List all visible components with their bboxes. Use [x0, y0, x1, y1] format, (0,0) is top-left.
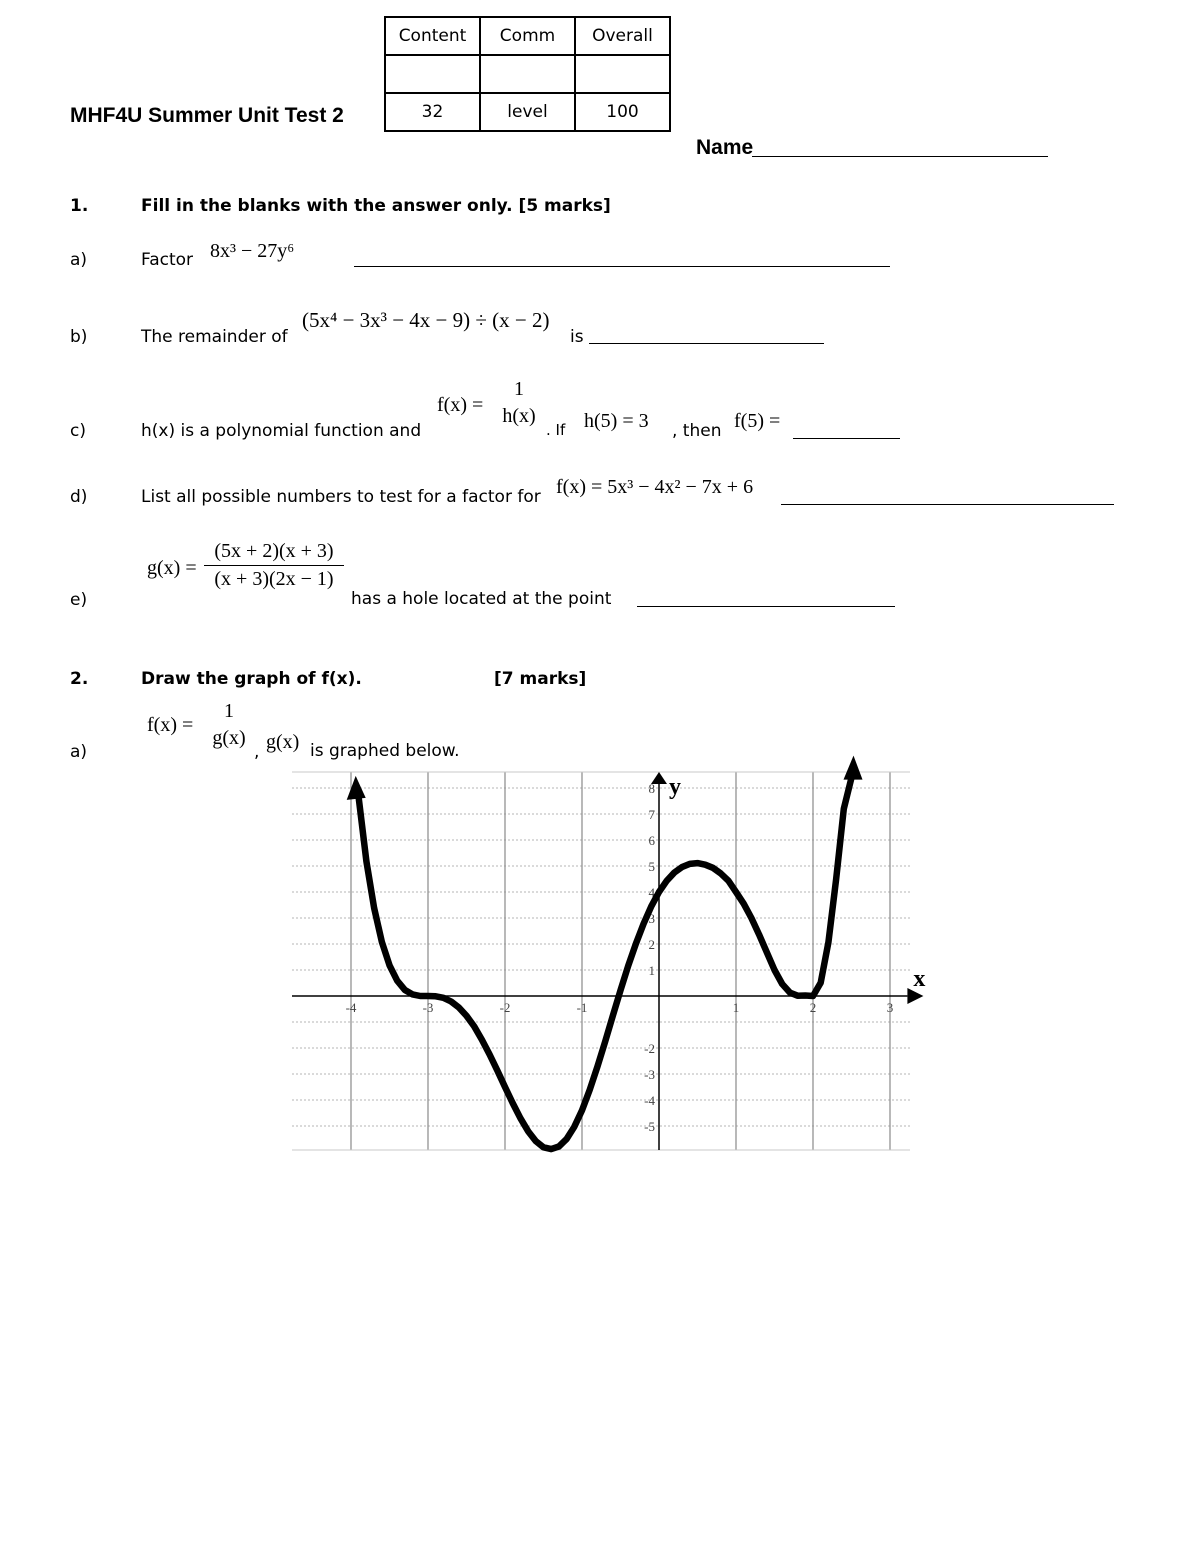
q1b-expression: (5x⁴ − 3x³ − 4x − 9) ÷ (x − 2): [302, 308, 550, 332]
q2-marks: [7 marks]: [494, 669, 587, 689]
q1e-fraction-denominator: (x + 3)(2x − 1): [214, 568, 334, 590]
marks-blank-content[interactable]: [385, 55, 480, 93]
q1e-g-lhs: g(x) =: [147, 557, 197, 579]
curve-right-arrow: [844, 756, 863, 780]
y-tick-label: 5: [648, 859, 655, 874]
q2a-separator: ,: [254, 742, 260, 762]
y-tick-label: -3: [644, 1067, 655, 1082]
y-tick-label: 2: [648, 937, 655, 952]
y-tick-label: 7: [648, 807, 655, 822]
marks-table: [384, 16, 671, 132]
marks-header-content: Content: [385, 17, 480, 55]
q1e-label: e): [70, 590, 88, 610]
q1d-expression: f(x) = 5x³ − 4x² − 7x + 6: [556, 476, 754, 498]
y-tick-label: 4: [648, 885, 655, 900]
q1c-fraction-numerator: 1: [514, 378, 524, 400]
q2a-f-lhs: f(x) =: [147, 714, 194, 736]
x-axis-label: x: [913, 966, 926, 992]
y-tick-label: -2: [644, 1041, 655, 1056]
q2a-text: is graphed below.: [310, 741, 460, 761]
marks-value-overall: 100: [575, 93, 670, 131]
x-tick-label: -3: [422, 1000, 434, 1015]
q1c-label: c): [70, 421, 86, 441]
q1c-then: , then: [672, 421, 722, 441]
y-tick-label: 6: [648, 833, 655, 848]
y-tick-label: -5: [644, 1119, 655, 1134]
polynomial-graph: [280, 768, 926, 1158]
q1d-label: d): [70, 487, 88, 507]
marks-header-overall: Overall: [575, 17, 670, 55]
marks-blank-comm[interactable]: [480, 55, 575, 93]
q1d-answer-blank[interactable]: [781, 504, 1114, 505]
q2a-fraction-denominator: g(x): [212, 727, 246, 749]
q1a-answer-blank[interactable]: [354, 266, 890, 267]
x-tick-label: -4: [345, 1000, 357, 1015]
q1b-answer-blank[interactable]: [589, 343, 824, 344]
q1b-text: The remainder of: [141, 327, 288, 347]
x-tick-label: -2: [499, 1000, 511, 1015]
q1c-fraction-denominator: h(x): [502, 405, 536, 427]
q1-number: 1.: [70, 196, 89, 216]
x-tick-label: -1: [576, 1000, 588, 1015]
q1b-label: b): [70, 327, 88, 347]
q1c-fraction: [494, 378, 544, 428]
q2a-label: a): [70, 742, 88, 762]
q1e-answer-blank[interactable]: [637, 606, 895, 607]
y-tick-label: 3: [648, 911, 655, 926]
y-tick-label: 8: [648, 781, 655, 796]
q1e-text: has a hole located at the point: [351, 589, 612, 609]
q2a-fraction-numerator: 1: [224, 700, 234, 722]
q1c-f-lhs: f(x) =: [437, 394, 484, 416]
q1-instruction: Fill in the blanks with the answer only. [5 marks]: [141, 196, 611, 216]
q2a-fraction: [206, 700, 252, 750]
page-title: MHF4U Summer Unit Test 2: [70, 104, 344, 127]
name-blank[interactable]: [752, 156, 1048, 157]
y-axis-label: y: [669, 774, 681, 800]
marks-value-comm: level: [480, 93, 575, 131]
q2a-g-expression: g(x): [266, 731, 300, 753]
q1e-fraction-numerator: (5x + 2)(x + 3): [204, 540, 344, 566]
x-tick-label: 1: [732, 1000, 740, 1015]
y-tick-label: -4: [644, 1093, 655, 1108]
q1c-answer-blank[interactable]: [793, 438, 900, 439]
name-label: Name: [696, 136, 754, 159]
q1a-expression: 8x³ − 27y⁶: [210, 240, 295, 262]
q1c-text: h(x) is a polynomial function and: [141, 421, 422, 441]
q1c-h-expression: h(5) = 3: [584, 410, 649, 432]
marks-header-comm: Comm: [480, 17, 575, 55]
graph-curve: [359, 778, 852, 1150]
x-tick-label: 2: [809, 1000, 817, 1015]
marks-value-content: 32: [385, 93, 480, 131]
q1e-fraction: [204, 540, 344, 591]
q1a-label: a): [70, 250, 88, 270]
q1c-if: . If: [546, 421, 566, 439]
q1c-f-expression: f(5) =: [734, 410, 781, 432]
marks-blank-overall[interactable]: [575, 55, 670, 93]
q1d-text: List all possible numbers to test for a factor for: [141, 487, 541, 507]
q2-instruction: Draw the graph of f(x).: [141, 669, 362, 689]
q1b-suffix: is: [570, 327, 584, 347]
x-tick-label: 3: [886, 1000, 894, 1015]
y-tick-label: 1: [648, 963, 655, 978]
q2-number: 2.: [70, 669, 89, 689]
q1a-text: Factor: [141, 250, 194, 270]
